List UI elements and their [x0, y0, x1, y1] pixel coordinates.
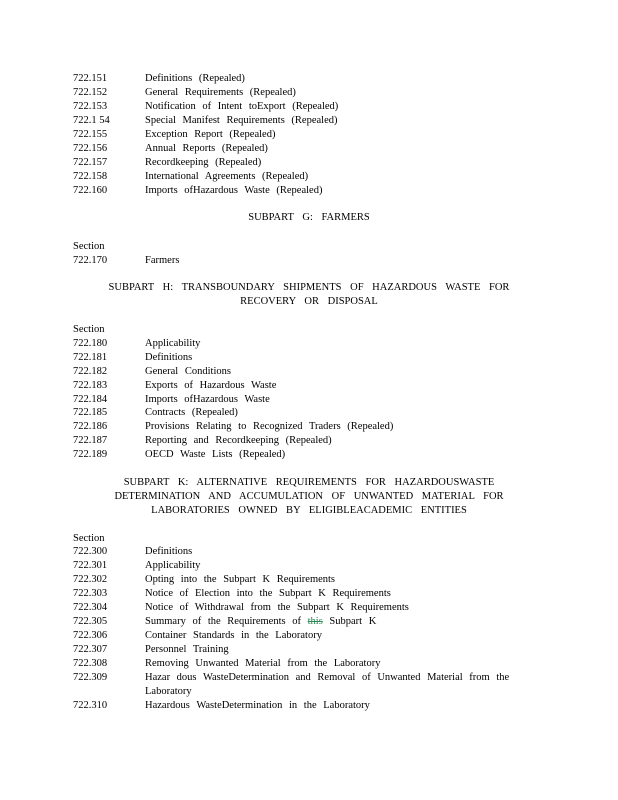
- toc-entry: [0, 573, 618, 587]
- section-number: 722.185: [73, 407, 108, 418]
- section-title: Imports ofHazardous Waste: [145, 394, 270, 405]
- toc-entry: [0, 72, 618, 86]
- section-number: 722.308: [73, 658, 108, 669]
- section-number: 722.305: [73, 616, 108, 627]
- section-title: Hazar dous WasteDetermination and Removal of Unwanted Material from the: [145, 672, 510, 683]
- section-number: 722.304: [73, 602, 108, 613]
- section-number: 722.300: [73, 546, 108, 557]
- section-title: Personnel Training: [145, 644, 229, 655]
- section-title: Hazardous WasteDetermination in the Laboratory: [145, 700, 370, 711]
- section-title: Applicability: [145, 338, 201, 349]
- toc-entry: [0, 337, 618, 351]
- section-number: 722.309: [73, 672, 108, 683]
- section-title: Definitions (Repealed): [145, 73, 245, 84]
- toc-entry: [0, 365, 618, 379]
- toc-entry: [0, 170, 618, 184]
- section-number: 722.302: [73, 574, 108, 585]
- toc-entry: [0, 434, 618, 448]
- section-title: Definitions: [145, 546, 193, 557]
- section-number: 722.182: [73, 366, 108, 377]
- section-title: Exports of Hazardous Waste: [145, 380, 277, 391]
- toc-entry: [0, 420, 618, 434]
- title-text: Summary of the Requirements of: [145, 616, 301, 627]
- section-number: 722.306: [73, 630, 108, 641]
- section-number: 722.310: [73, 700, 108, 711]
- struck-text: this: [307, 616, 323, 627]
- toc-entry: [0, 184, 618, 198]
- section-number: 722.157: [73, 157, 108, 168]
- section-title: Notice of Election into the Subpart K Requirements: [145, 588, 391, 599]
- section-title: Recordkeeping (Repealed): [145, 157, 262, 168]
- toc-entry: [0, 699, 618, 713]
- section-number: 722.153: [73, 101, 108, 112]
- section-number: 722.170: [73, 255, 108, 266]
- section-label: Section: [73, 241, 105, 252]
- toc-entry: [0, 448, 618, 462]
- section-number: 722.189: [73, 449, 108, 460]
- toc-entry-continuation: [0, 685, 618, 699]
- section-number: 722.307: [73, 644, 108, 655]
- subpart-k-heading-line1: SUBPART K: ALTERNATIVE REQUIREMENTS FOR HAZARDOUSWASTE: [123, 477, 495, 488]
- section-title: Applicability: [145, 560, 201, 571]
- toc-entry: [0, 254, 618, 268]
- subpart-g-heading: SUBPART G: FARMERS: [248, 212, 370, 223]
- section-number: 722.303: [73, 588, 108, 599]
- toc-entry: [0, 545, 618, 559]
- section-title: Exception Report (Repealed): [145, 129, 276, 140]
- section-number: 722.301: [73, 560, 108, 571]
- section-title: [145, 615, 376, 629]
- section-title: Special Manifest Requirements (Repealed): [145, 115, 338, 126]
- section-number: 722.180: [73, 338, 108, 349]
- toc-entry: [0, 657, 618, 671]
- title-text: Subpart K: [329, 616, 377, 627]
- section-number: 722.184: [73, 394, 108, 405]
- toc-entry: [0, 615, 618, 629]
- section-title: General Conditions: [145, 366, 231, 377]
- section-number: 722.155: [73, 129, 108, 140]
- section-title: Container Standards in the Laboratory: [145, 630, 322, 641]
- toc-entry: [0, 643, 618, 657]
- subpart-k-heading-line3: LABORATORIES OWNED BY ELIGIBLEACADEMIC ENTITIES: [151, 505, 467, 516]
- section-title: Imports ofHazardous Waste (Repealed): [145, 185, 323, 196]
- subpart-k-heading-line2: DETERMINATION AND ACCUMULATION OF UNWANTED MATERIAL FOR: [114, 491, 504, 502]
- section-title: OECD Waste Lists (Repealed): [145, 449, 286, 460]
- section-number: 722.158: [73, 171, 108, 182]
- section-number: 722.151: [73, 73, 108, 84]
- section-number: 722.1 54: [73, 115, 110, 126]
- section-title-continuation: Laboratory: [145, 686, 192, 697]
- section-number: 722.156: [73, 143, 108, 154]
- section-title: Contracts (Repealed): [145, 407, 238, 418]
- section-title: Reporting and Recordkeeping (Repealed): [145, 435, 332, 446]
- section-number: 722.183: [73, 380, 108, 391]
- toc-entry: [0, 351, 618, 365]
- toc-entry: [0, 86, 618, 100]
- toc-entry: [0, 128, 618, 142]
- section-label: Section: [73, 324, 105, 335]
- toc-entry: [0, 671, 618, 685]
- section-title: Annual Reports (Repealed): [145, 143, 268, 154]
- toc-entry: [0, 100, 618, 114]
- section-number: 722.186: [73, 421, 108, 432]
- section-title: Notification of Intent toExport (Repealed): [145, 101, 339, 112]
- toc-entry: [0, 601, 618, 615]
- subpart-h-heading-line1: SUBPART H: TRANSBOUNDARY SHIPMENTS OF HAZARDOUS WASTE FOR: [108, 282, 510, 293]
- section-title: Opting into the Subpart K Requirements: [145, 574, 336, 585]
- toc-entry: [0, 379, 618, 393]
- toc-entry: [0, 559, 618, 573]
- section-number: 722.160: [73, 185, 108, 196]
- toc-entry: [0, 587, 618, 601]
- section-title: International Agreements (Repealed): [145, 171, 309, 182]
- section-title: Provisions Relating to Recognized Traders (Repealed): [145, 421, 394, 432]
- section-label: Section: [73, 533, 105, 544]
- section-title: Notice of Withdrawal from the Subpart K Requirements: [145, 602, 409, 613]
- section-number: 722.181: [73, 352, 108, 363]
- toc-entry: [0, 393, 618, 407]
- toc-entry: [0, 114, 618, 128]
- section-title: Farmers: [145, 255, 180, 266]
- section-title: Removing Unwanted Material from the Laboratory: [145, 658, 381, 669]
- subpart-h-heading-line2: RECOVERY OR DISPOSAL: [240, 296, 378, 307]
- toc-entry: [0, 156, 618, 170]
- section-title: General Requirements (Repealed): [145, 87, 296, 98]
- toc-entry: [0, 629, 618, 643]
- section-title: Definitions: [145, 352, 193, 363]
- section-number: 722.152: [73, 87, 108, 98]
- toc-entry: [0, 406, 618, 420]
- section-number: 722.187: [73, 435, 108, 446]
- toc-entry: [0, 142, 618, 156]
